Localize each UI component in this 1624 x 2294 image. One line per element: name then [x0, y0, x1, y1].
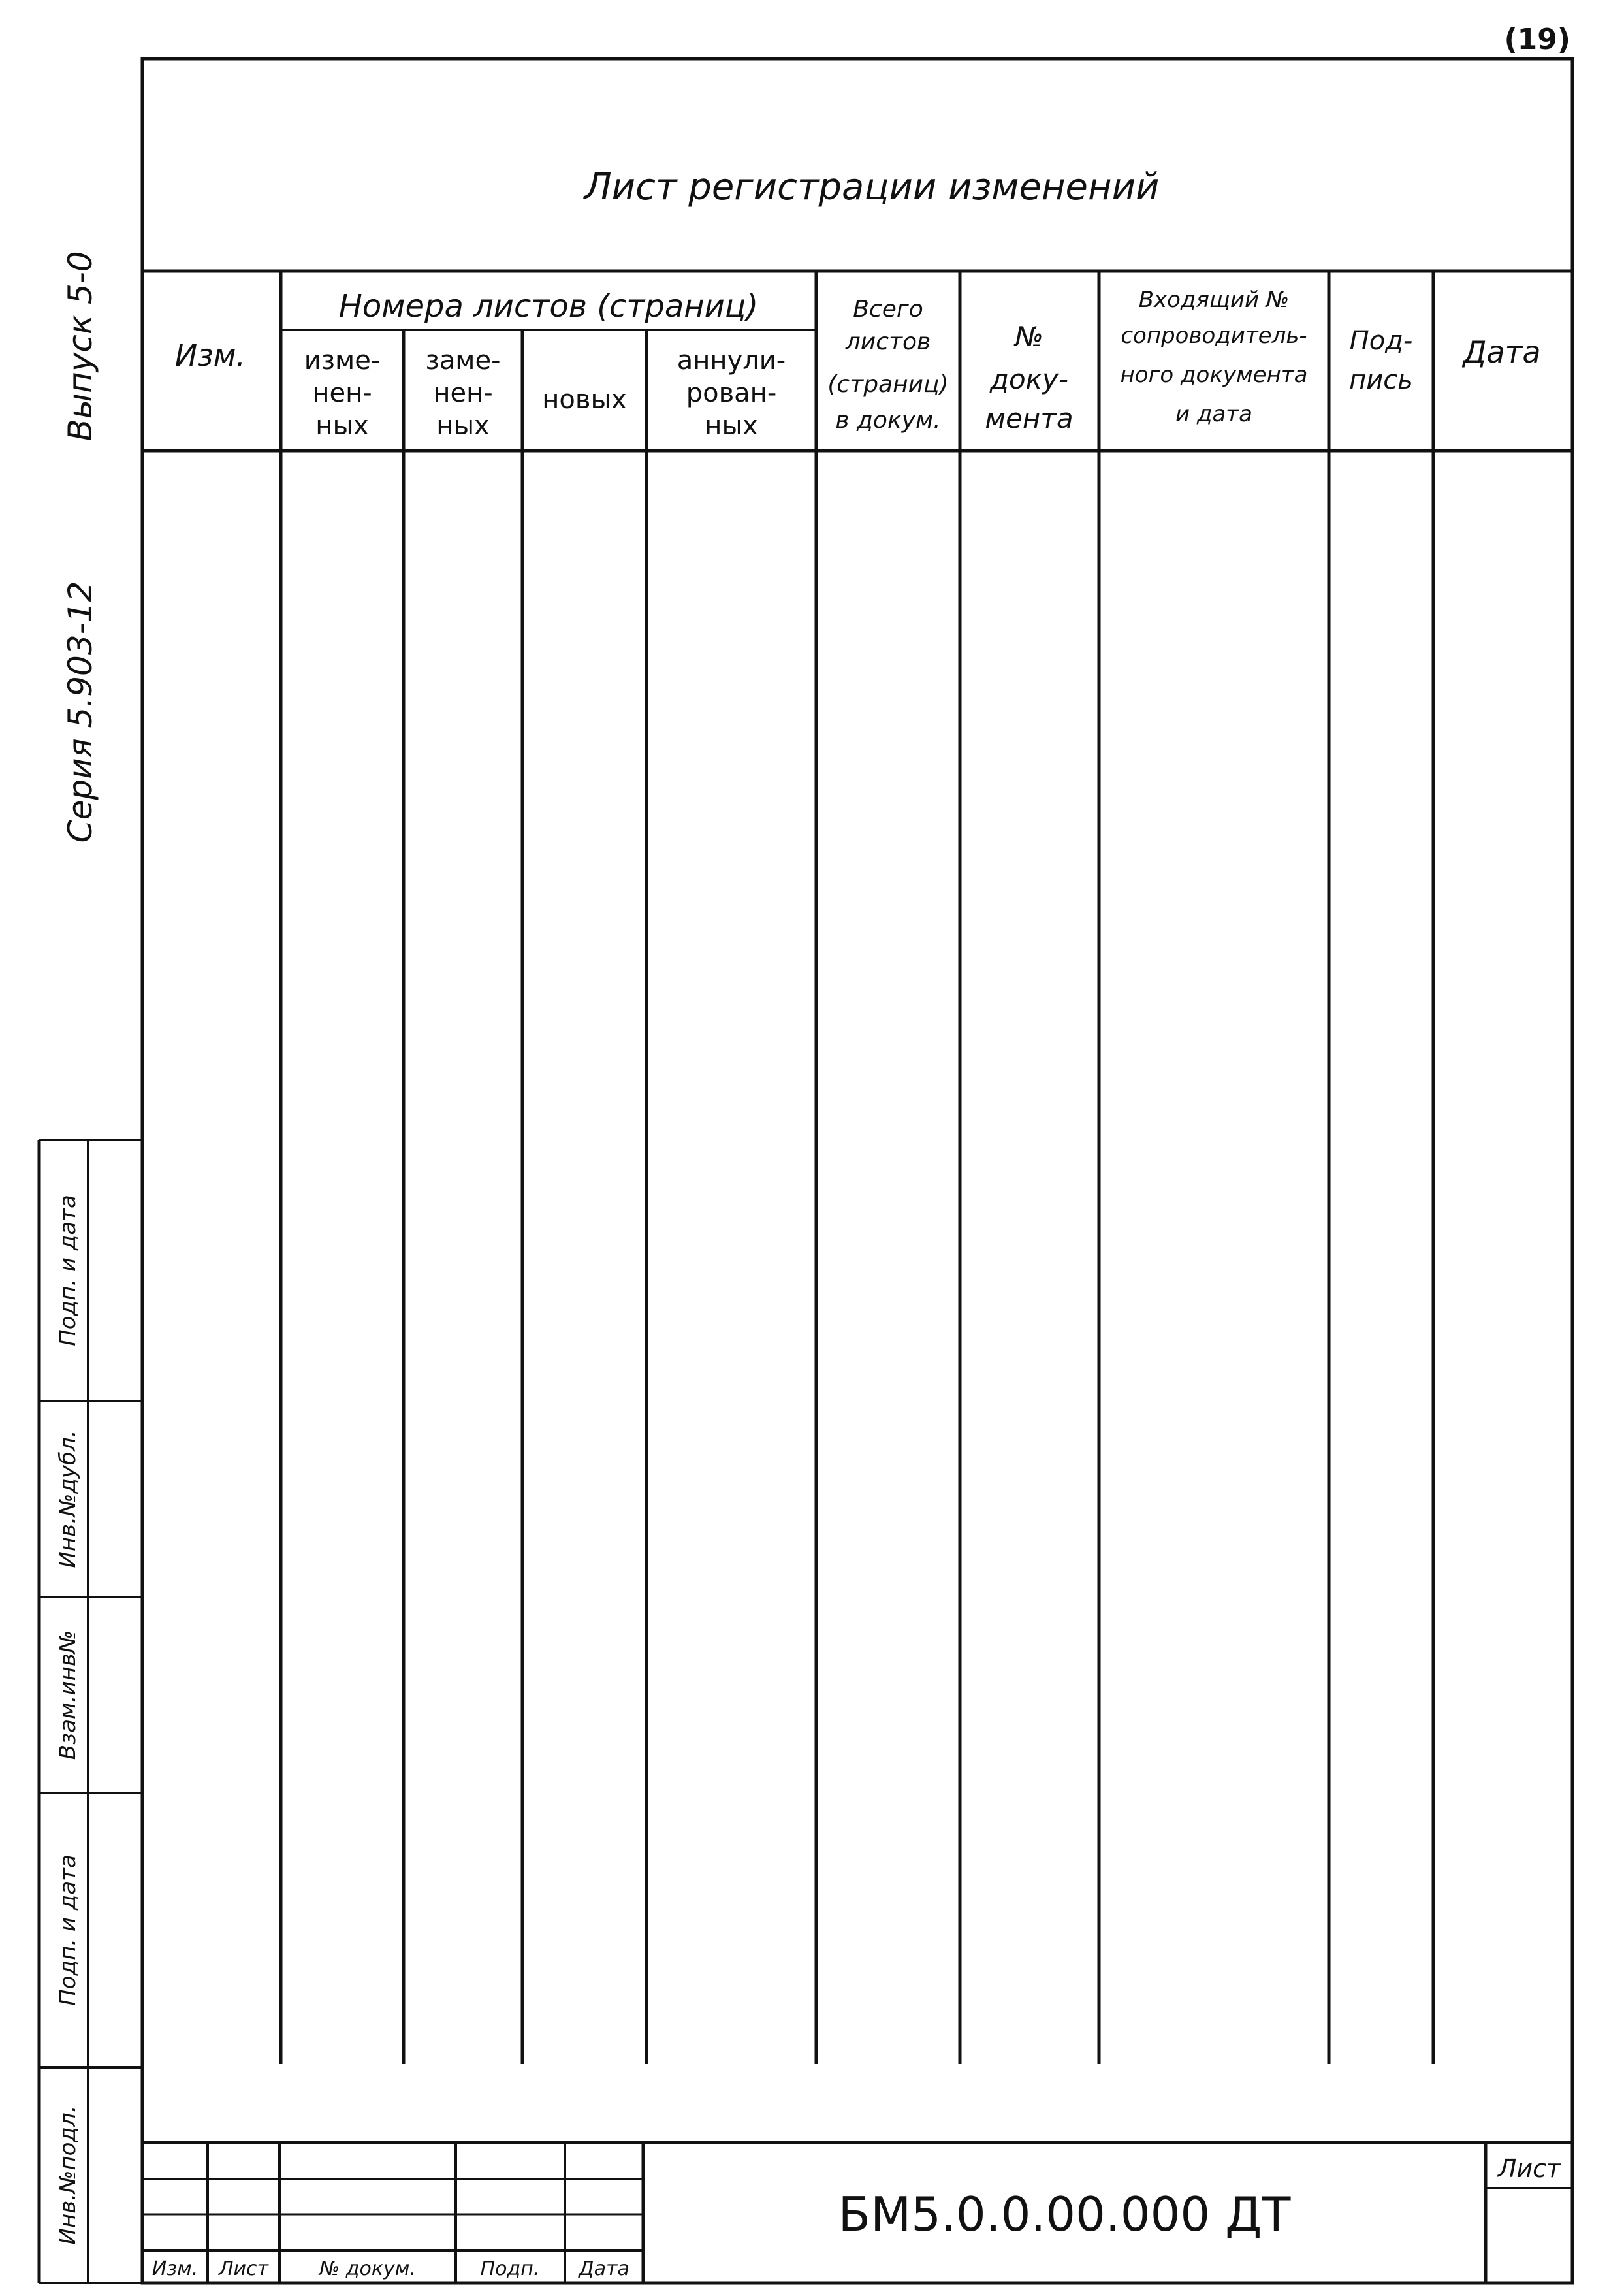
svg-text:заме-: заме-	[425, 346, 501, 376]
col-annulirovannyh	[677, 346, 786, 441]
svg-text:доку-: доку-	[989, 363, 1069, 395]
svg-text:№ докум.: № докум.	[319, 2257, 416, 2280]
list-label: Лист	[1497, 2154, 1561, 2183]
svg-text:пись: пись	[1349, 365, 1413, 395]
svg-text:нен-: нен-	[312, 378, 372, 408]
col-zamenennyh	[426, 346, 501, 441]
side-vypusk: Выпуск 5-0	[61, 251, 99, 442]
col-podpis	[1349, 326, 1413, 395]
svg-text:Изм.: Изм.	[151, 2257, 199, 2280]
col-data: Дата	[1463, 334, 1541, 370]
svg-text:Дата: Дата	[579, 2257, 629, 2280]
svg-text:№: №	[1015, 321, 1043, 353]
col-vsego	[827, 296, 948, 434]
column-lines	[281, 271, 1433, 2064]
document-designation: БМ5.0.0.00.000 ДТ	[838, 2187, 1291, 2242]
svg-text:Инв.№дубл.: Инв.№дубл.	[55, 1430, 81, 1568]
col-group-nomera: Номера листов (страниц)	[338, 288, 759, 325]
svg-text:мента: мента	[985, 402, 1074, 434]
svg-text:нен-: нен-	[433, 378, 493, 408]
col-izmenennyh	[304, 346, 380, 441]
side-stamp-labels	[55, 1195, 81, 2244]
svg-text:листов: листов	[845, 329, 931, 355]
svg-text:Взам.инв№: Взам.инв№	[55, 1630, 81, 1760]
title-block-labels	[152, 2257, 629, 2280]
svg-text:Всего: Всего	[853, 296, 923, 323]
col-vhodyashchiy	[1121, 287, 1308, 427]
svg-text:изме-: изме-	[304, 346, 381, 376]
svg-text:аннули-: аннули-	[677, 346, 786, 376]
svg-text:ных: ных	[436, 411, 490, 441]
svg-text:и дата: и дата	[1175, 401, 1252, 427]
svg-text:сопроводитель-: сопроводитель-	[1121, 323, 1307, 349]
svg-text:Подп. и дата: Подп. и дата	[55, 1854, 81, 2006]
svg-text:Подп.: Подп.	[480, 2257, 540, 2280]
svg-text:ных: ных	[315, 411, 369, 441]
sheet-title: Лист регистрации изменений	[584, 166, 1160, 208]
side-seriya: Серия 5.903-12	[61, 581, 99, 843]
svg-text:Лист: Лист	[218, 2257, 269, 2280]
col-novyh: новых	[542, 385, 627, 415]
svg-text:ных: ных	[705, 411, 758, 441]
svg-text:(страниц): (страниц)	[827, 371, 949, 398]
col-nomer-dokumenta	[985, 321, 1073, 434]
col-izm: Изм.	[174, 338, 246, 373]
svg-text:рован-: рован-	[686, 378, 777, 408]
svg-text:Инв.№подл.: Инв.№подл.	[55, 2105, 81, 2245]
svg-text:в докум.: в докум.	[835, 407, 941, 434]
svg-text:Входящий №: Входящий №	[1138, 287, 1290, 313]
svg-text:Под-: Под-	[1349, 326, 1413, 356]
page-number: (19)	[1504, 23, 1570, 56]
svg-text:Подп. и дата: Подп. и дата	[55, 1195, 81, 1346]
svg-text:ного документа: ного документа	[1120, 362, 1308, 388]
